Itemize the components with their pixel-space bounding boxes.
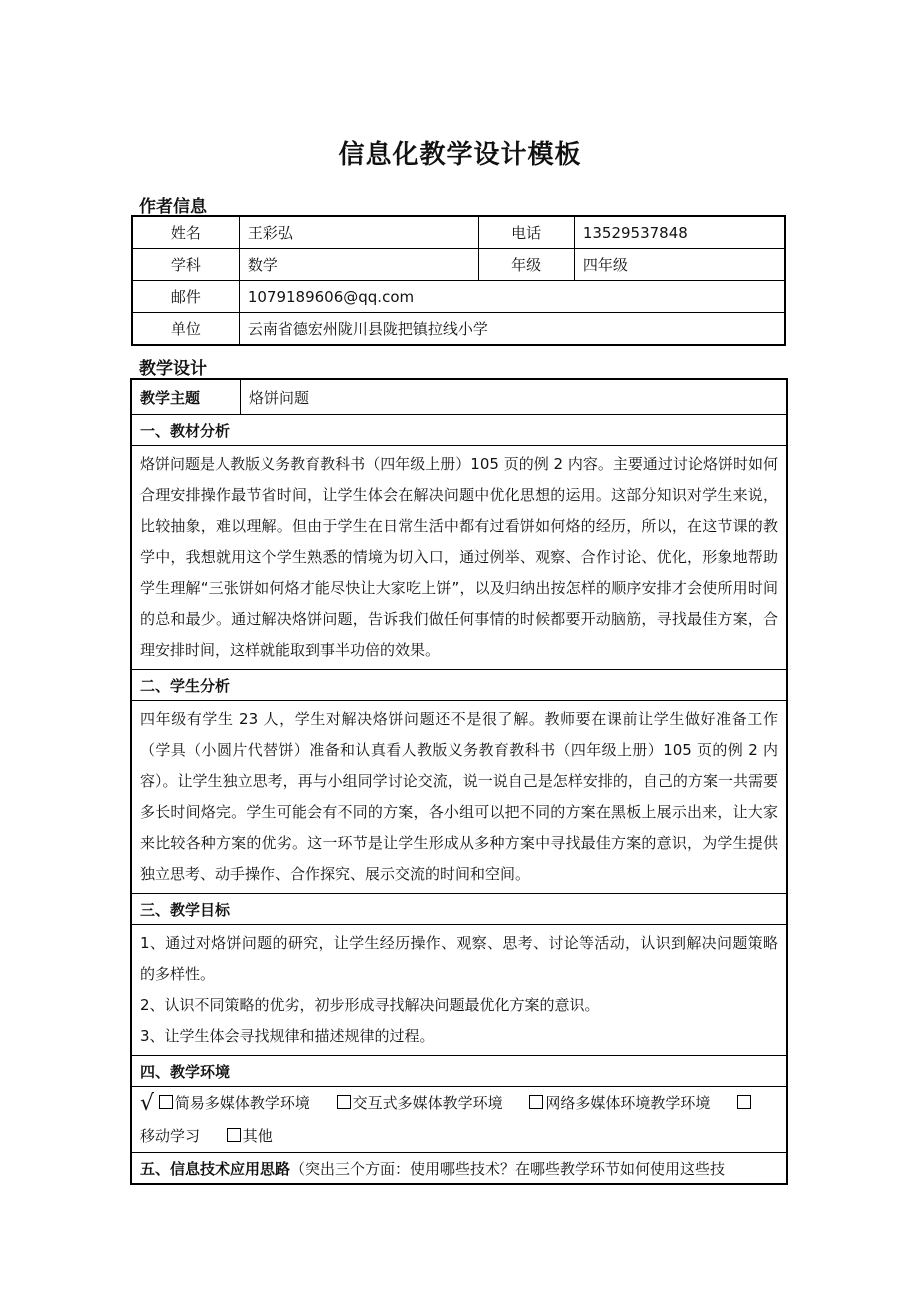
teaching-design-table (130, 378, 788, 1185)
section-3-body (131, 925, 787, 1056)
checkbox-icon[interactable] (737, 1095, 751, 1109)
checkbox-icon[interactable] (529, 1095, 543, 1109)
table-row (131, 670, 787, 701)
author-info-heading: 作者信息 (139, 197, 207, 217)
section-4-title: 四、教学环境 (131, 1056, 787, 1087)
table-row (131, 415, 787, 446)
environment-options (131, 1087, 787, 1153)
goal-1: 1、通过对烙饼问题的研究，让学生经历操作、观察、思考、讨论等活动，认识到解决问题策略的多样性。 (140, 934, 778, 983)
goal-2: 2、认识不同策略的优劣，初步形成寻找解决问题最优化方案的意识。 (140, 996, 600, 1014)
table-row (132, 313, 785, 346)
table-row (131, 894, 787, 925)
env-option-network[interactable] (529, 1087, 710, 1119)
checkmark-icon: √ (140, 1091, 155, 1116)
goal-3: 3、让学生体会寻找规律和描述规律的过程。 (140, 1027, 435, 1045)
env-option-label: 移动学习 (140, 1127, 201, 1145)
teaching-design-heading: 教学设计 (139, 359, 207, 379)
grade-value: 四年级 (574, 249, 785, 281)
checkbox-icon[interactable] (227, 1128, 241, 1142)
subject-label: 学科 (132, 249, 239, 281)
checkbox-icon[interactable] (337, 1095, 351, 1109)
table-row (131, 1153, 787, 1185)
env-option-other[interactable] (227, 1120, 273, 1152)
section-2-title: 二、学生分析 (131, 670, 787, 701)
table-row (131, 1087, 787, 1153)
env-option-label: 其他 (242, 1127, 273, 1145)
topic-label: 教学主题 (131, 379, 241, 415)
table-row (132, 281, 785, 313)
section-5-note: （突出三个方面：使用哪些技术？在哪些教学环节如何使用这些技 (290, 1159, 726, 1178)
table-row (131, 925, 787, 1056)
section-1-body: 烙饼问题是人教版义务教育教科书（四年级上册）105 页的例 2 内容。主要通过讨论烙饼时如何合理安排操作最节省时间，让学生体会在解决问题中优化思想的运用。这部分知识对学生来说，比较抽象，难以理解。但由于学生在日常生活中都有过看饼如何烙的经历，所以，在这节课的教学中，我想就用这个学生熟悉的情境为切入口，通过例举、观察、合作讨论、优化，形象地帮助学生理解“三张饼如何烙才能尽快让大家吃上饼”，以及归纳出按怎样的顺序安排才会使所用时间的总和最少。通过解决烙饼问题，告诉我们做任何事情的时候都要开动脑筋，寻找最佳方案，合理安排时间，这样就能取到事半功倍的效果。 (131, 446, 787, 670)
email-value: 1079189606@qq.com (239, 281, 785, 313)
env-option-label: 网络多媒体环境教学环境 (545, 1094, 711, 1112)
grade-label: 年级 (478, 249, 574, 281)
unit-label: 单位 (132, 313, 239, 346)
name-value: 王彩弘 (239, 216, 478, 249)
author-info-table (131, 215, 786, 346)
section-5-title (131, 1153, 787, 1185)
table-row (131, 379, 787, 415)
env-option-label: 交互式多媒体教学环境 (352, 1094, 503, 1112)
table-row (131, 1056, 787, 1087)
env-option-simple[interactable] (159, 1087, 310, 1119)
env-option-interactive[interactable] (337, 1087, 503, 1119)
name-label: 姓名 (132, 216, 239, 249)
document-title: 信息化教学设计模板 (338, 140, 582, 170)
unit-value: 云南省德宏州陇川县陇把镇拉线小学 (239, 313, 785, 346)
table-row (132, 216, 785, 249)
table-row (132, 249, 785, 281)
phone-label: 电话 (478, 216, 574, 249)
subject-value: 数学 (239, 249, 478, 281)
env-option-label: 简易多媒体教学环境 (174, 1094, 310, 1112)
email-label: 邮件 (132, 281, 239, 313)
topic-value: 烙饼问题 (241, 379, 788, 415)
table-row (131, 446, 787, 670)
env-option-mobile[interactable] (140, 1120, 200, 1152)
section-2-body: 四年级有学生 23 人，学生对解决烙饼问题还不是很了解。教师要在课前让学生做好准备工作（学具（小圆片代替饼）准备和认真看人教版义务教育教科书（四年级上册）105 页的例 2 内容）。让学生独立思考，再与小组同学讨论交流，说一说自己是怎样安排的，自己的方案一共需要多长时间烙完。学生可能会有不同的方案，各小组可以把不同的方案在黑板上展示出来，让大家来比较各种方案的优劣。这一环节是让学生形成从多种方案中寻找最佳方案的意识，为学生提供独立思考、动手操作、合作探究、展示交流的时间和空间。 (131, 701, 787, 894)
checkbox-icon[interactable] (159, 1095, 173, 1109)
table-row (131, 701, 787, 894)
phone-value: 13529537848 (574, 216, 785, 249)
section-1-title: 一、教材分析 (131, 415, 787, 446)
section-3-title: 三、教学目标 (131, 894, 787, 925)
section-5-heading: 五、信息技术应用思路 (140, 1159, 291, 1178)
